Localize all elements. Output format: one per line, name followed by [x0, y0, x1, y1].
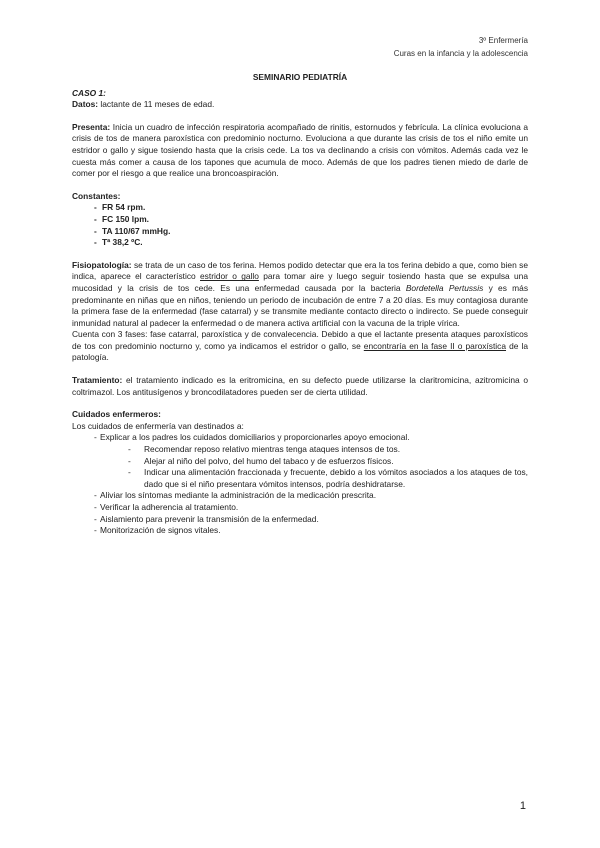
cuidado-item: - Monitorización de signos vitales.: [72, 525, 528, 537]
cuidado-item: - Verificar la adherencia al tratamiento.: [72, 502, 528, 514]
datos-text: lactante de 11 meses de edad.: [98, 99, 215, 110]
fase-underlined: encontraría en la fase II o paroxística: [363, 340, 507, 351]
cuidado-item: - Aliviar los síntomas mediante la administración de la medicación prescrita.: [72, 490, 528, 502]
presenta-label: Presenta:: [72, 121, 111, 132]
fisiopatologia-paragraph: Fisiopatología: se trata de un caso de tos ferina. Hemos podido detectar que era la tos ferina debido a que, como bien se indica, aparece el característico estridor o gallo para tomar aire y luego seguir tosiendo hasta que se expulsa una mucosidad y la crisis de tos cede. Es una enfermedad causada por la bacteria Bordetella Pertussis y es más predominante en niñas que en niños, teniendo un periodo de incubación de entre 7 a 20 días. Es muy contagiosa durante la primera fase de la enfermedad (fase catarral) y se transmite mediante contacto directo o indirecto. Se puede conseguir inmunidad natural al padecer la enfermedad o de manera activa artificial con la vacuna de la triple vírica.: [72, 259, 529, 328]
presenta-text: Inicia un cuadro de infección respiratoria acompañado de rinitis, estornudos y febrícula. La clínica evoluciona a crisis de tos de manera paroxística con predominio nocturno. Evoluciona a que durante las crisis de tos el niño emite un estridor o gallo y sigue tosiendo hasta que la crisis cede. La tos va declinando a crisis con vómitos. Además cada vez le cuesta más comer a causa de los tapones que acumula de moco. Además de que los padres tienen miedo de darle de comer por el riesgo a que realice una broncoaspiración.: [72, 121, 528, 179]
cuidado-subitem: - Alejar al niño del polvo, del humo del tabaco y de esfuerzos físicos.: [72, 456, 528, 468]
fisiopatologia-label: Fisiopatología:: [72, 259, 132, 270]
estridor-underlined: estridor o gallo: [200, 271, 259, 282]
constante-item: - FC 150 lpm.: [72, 214, 528, 226]
document-body: [72, 72, 528, 537]
header-subject: Curas en la infancia y la adolescencia: [393, 49, 528, 58]
cuidado-item: - Aislamiento para prevenir la transmisión de la enfermedad.: [72, 514, 528, 526]
cuidados-label: Cuidados enfermeros:: [72, 409, 161, 420]
cuidado-subitem: - Recomendar reposo relativo mientras tenga ataques intensos de tos.: [72, 444, 528, 456]
case-label: CASO 1:: [72, 87, 106, 98]
constantes-label: Constantes:: [72, 190, 121, 201]
cuidado-subitem: - Indicar una alimentación fraccionada y frecuente, debido a los vómitos asociados a los ataques de tos, dado que si el niño presentara vómitos intensos, podría deshidratarse.: [72, 467, 528, 490]
page-number: 1: [519, 800, 526, 812]
document-title: SEMINARIO PEDIATRÍA: [252, 72, 348, 82]
datos-label: Datos:: [72, 99, 99, 110]
datos-paragraph: [72, 99, 528, 111]
cuidado-item: - Explicar a los padres los cuidados domiciliarios y proporcionarles apoyo emocional. - Recomendar reposo relativo mientras tenga ataques intensos de tos. - Alejar al niño del polvo, del humo del tabaco y de esfuerzos físicos. - Indicar una alimentación fraccionada y frecuente, debido a los vómitos asociados a los ataques de tos, dado que si el niño presentara vómitos intensos, podría deshidratarse.: [72, 432, 528, 490]
bacteria-name: Bordetella Pertussis: [405, 282, 484, 293]
tratamiento-label: Tratamiento:: [72, 375, 123, 386]
header-course-year: 3º Enfermería: [478, 36, 528, 45]
cuidados-sublist: [72, 444, 528, 490]
tratamiento-text: el tratamiento indicado es la eritromicina, en su defecto puede utilizarse la claritromicina, azitromicina o coltrimazol. Los antitusígenos y broncodilatadores pueden ser de cierta utilidad.: [72, 375, 528, 397]
page-header: [394, 34, 528, 60]
constante-item: - TA 110/67 mmHg.: [72, 226, 528, 238]
tratamiento-paragraph: [72, 375, 528, 398]
constante-item: - Tª 38,2 ºC.: [72, 237, 528, 249]
fases-paragraph: Cuenta con 3 fases: fase catarral, paroxística y de convalecencia. Debido a que el lactante presenta ataques paroxísticos de tos con predominio nocturno y, como ya indicamos el estridor o gallo, se encontraría en la fase II o paroxística de la patología.: [72, 329, 528, 363]
cuidados-intro: Los cuidados de enfermería van destinados a:: [72, 420, 244, 431]
cuidados-list: [72, 432, 528, 536]
constante-item: - FR 54 rpm.: [72, 202, 528, 214]
constantes-list: [72, 202, 528, 248]
presenta-paragraph: [72, 122, 528, 180]
